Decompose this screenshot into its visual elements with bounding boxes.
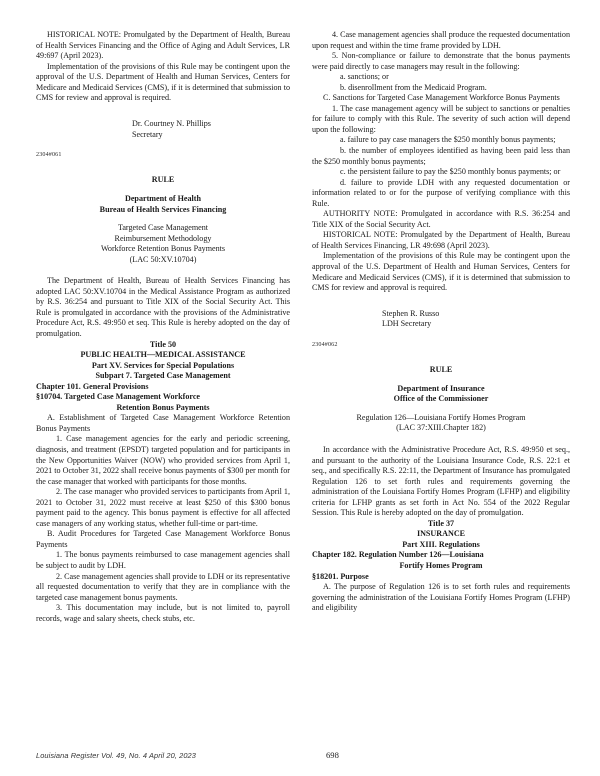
right-title-name: INSURANCE [416,529,466,539]
right-section-line: §18201. Purpose [312,571,369,581]
left-agency-name: Department of Health [125,193,201,203]
right-implementation-paragraph: Implementation of the provisions of this Rule may be contingent upon the approval of the U.S. Department of Health and Human Services, Centers for Medicare and Medicaid Services (CMS), if it is determined that submission to CMS for review and approval is required. [312,251,570,293]
left-title-name: PUBLIC HEALTH—MEDICAL ASSISTANCE [80,350,246,360]
right-paragraph-b4: 4. Case management agencies shall produce the requested documentation upon request and within the time frame provided by LDH. [312,30,570,50]
right-agency-office: Office of the Commissioner [393,394,489,404]
left-agency-bureau: Bureau of Health Services Financing [99,204,227,214]
right-agency-name: Department of Insurance [397,383,485,393]
left-section-line-2: Retention Bonus Payments [116,402,210,412]
right-paragraph-c1c: c. the persistent failure to pay the $250 monthly bonus payments; or [340,167,561,177]
left-document-code: 2304#061 [36,152,62,159]
left-subject-citation: (LAC 50:XV.10704) [129,254,197,264]
right-subject-line-1: Regulation 126—Louisiana Fortify Homes Program [356,412,526,422]
left-subject-line-1: Targeted Case Management [117,223,209,233]
right-adoption-paragraph: In accordance with the Administrative Procedure Act, R.S. 49:950 et seq., and pursuant to the authority of the Louisiana Insurance Code, R.S. 22:1 et seq., and specifically R.S. 22:11, the Department of Insurance has promulgated Regulation 126 to set forth rules and requirements governing the administration of the Louisiana Fortify Homes Program (LFHP) and eligibility criteria for LFHP grants as set forth in Act No. 554 of the 2022 Regular Session. This Rule is hereby adopted on the day of promulgation. [312,445,570,518]
right-paragraph-c1a: a. failure to pay case managers the $250 monthly bonus payments; [340,135,556,145]
right-paragraph-b5a: a. sanctions; or [340,72,389,82]
right-subject-citation: (LAC 37:XIII.Chapter 182) [396,423,486,433]
page-number: 698 [325,750,339,760]
two-column-body [36,30,570,730]
left-implementation-paragraph: Implementation of the provisions of this Rule may be contingent upon the approval of the U.S. Department of Health and Human Services, Centers for Medicare and Medicaid Services (CMS), if it is determined that submission to CMS for review and approval is required. [36,61,290,103]
right-column [312,30,570,730]
right-paragraph-b5b: b. disenrollment from the Medicaid Program. [340,82,487,92]
right-authority-note: AUTHORITY NOTE: Promulgated in accordance with R.S. 36:254 and Title XIX of the Social Security Act. [312,209,570,229]
left-historical-note: HISTORICAL NOTE: Promulgated by the Department of Health, Bureau of Health Services Financing and the Office of Aging and Adult Services, LR 49:697 (April 2023). [36,30,290,61]
right-title-line: Title 37 [427,518,455,528]
left-paragraph-b2: 2. Case management agencies shall provide to LDH or its representative all requested documentation to verify that they are in compliance with the targeted case management bonus payments. [36,571,290,602]
left-section-line-1: §10704. Targeted Case Management Workforce [36,392,201,402]
right-paragraph-c1: 1. The case management agency will be subject to sanctions or penalties for failure to comply with this Rule. The severity of such action will depend upon the following: [312,103,570,134]
left-subpart-line: Subpart 7. Targeted Case Management [95,371,231,381]
publication-line: Louisiana Register Vol. 49, No. 4 April 20, 2023 [36,751,196,760]
left-subject-line-2: Reimbursement Methodology [114,233,212,243]
left-paragraph-b: B. Audit Procedures for Targeted Case Management Workforce Bonus Payments [36,529,290,549]
left-paragraph-a: A. Establishment of Targeted Case Management Workforce Retention Bonus Payments [36,413,290,433]
right-historical-note: HISTORICAL NOTE: Promulgated by the Department of Health, Bureau of Health Services Financing, LR 49:698 (April 2023). [312,230,570,250]
left-paragraph-a2: 2. The case manager who provided services to participants from April 1, 2021 to October 31, 2022 must receive at least $250 of this $300 bonus payment paid to the agency. This bonus payment is effective for all affected case managers of any working status, whether full-time or part-time. [36,487,290,528]
left-title-line: Title 50 [149,339,177,349]
left-paragraph-b1: 1. The bonus payments reimbursed to case management agencies shall be subject to audit by LDH. [36,550,290,571]
right-rule-heading: RULE [429,365,453,375]
right-chapter-line-2: Fortify Homes Program [399,561,483,571]
right-part-line: Part XIII. Regulations [402,539,480,549]
right-paragraph-c1b: b. the number of employees identified as having been paid less than the $250 monthly bonus payments; [312,146,570,166]
left-paragraph-b3: 3. This documentation may include, but is not limited to, payroll records, wage and salary sheets, check stubs, etc. [36,603,290,623]
right-document-code: 2304#062 [312,342,338,349]
page-footer [36,750,564,760]
left-signature-title: Secretary [132,129,163,139]
right-paragraph-c1d: d. failure to provide LDH with any requested documentation or information related to or for the purpose of verifying compliance with this Rule. [312,177,570,208]
left-subject-line-3: Workforce Retention Bonus Payments [100,244,226,254]
right-paragraph-b5: 5. Non-compliance or failure to demonstrate that the bonus payments were paid directly to case managers may result in the following: [312,51,570,71]
left-signature-name: Dr. Courtney N. Phillips [132,118,211,128]
left-column [36,30,290,730]
left-paragraph-a1: 1. Case management agencies for the early and periodic screening, diagnosis, and treatment (EPSDT) targeted population and for participants in the New Opportunities Waiver (NOW) who provided services from April 1, 2021 to October 31, 2022 shall receive bonus payments of $300 per month for the case manager that worked with participants for those months. [36,434,290,486]
right-paragraph-c: C. Sanctions for Targeted Case Management Workforce Bonus Payments [323,93,560,103]
right-paragraph-a: A. The purpose of Regulation 126 is to set forth rules and requirements governing the administration of the Louisiana Fortify Homes Program (LFHP) and eligibility [312,582,570,613]
right-signature-name: Stephen R. Russo [382,308,440,318]
left-rule-heading: RULE [151,175,175,185]
left-part-line: Part XV. Services for Special Populations [91,360,235,370]
right-signature-title: LDH Secretary [382,319,432,329]
right-chapter-line-1: Chapter 182. Regulation Number 126—Louisiana [312,550,484,560]
left-chapter-line: Chapter 101. General Provisions [36,381,149,391]
left-adoption-paragraph: The Department of Health, Bureau of Health Services Financing has adopted LAC 50:XV.10704 in the Medical Assistance Program as authorized by R.S. 36:254 and pursuant to Title XIX of the Social Security Act. This Rule is promulgated in accordance with the provisions of the Administrative Procedure Act, R.S. 49:950 et seq. This Rule is hereby adopted on the day of promulgation. [36,276,290,338]
